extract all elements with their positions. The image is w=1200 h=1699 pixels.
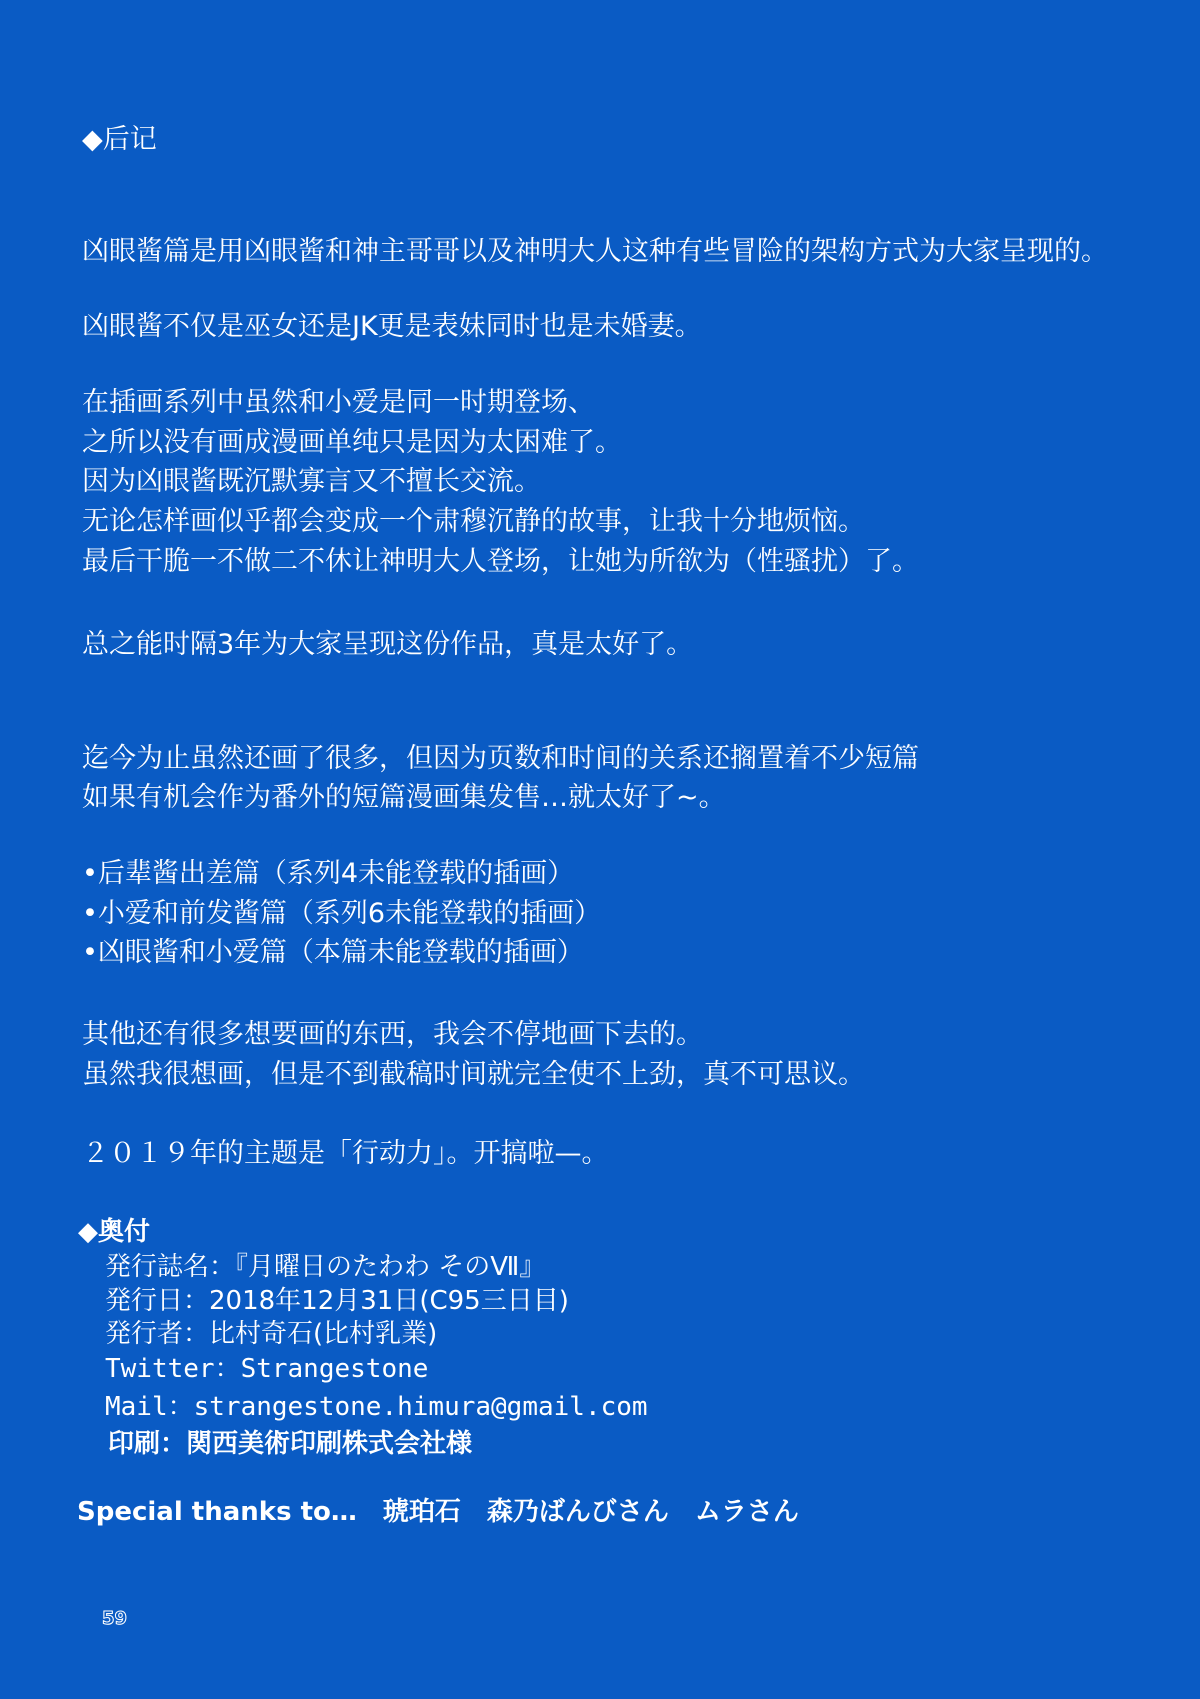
- afterword-line: 最后干脆一不做二不休让神明大人登场，让她为所欲为（性骚扰）了。: [82, 546, 919, 577]
- afterword-line: 凶眼酱篇是用凶眼酱和神主哥哥以及神明大人这种有些冒险的架构方式为大家呈现的。: [82, 236, 1108, 267]
- afterword-line: ２０１９年的主题是「行动力」。开搞啦—。: [82, 1138, 609, 1169]
- special-thanks: Special thanks to… 琥珀石 森乃ばんびさん ムラさん: [77, 1497, 799, 1527]
- list-item: •凶眼酱和小爱篇（本篇未能登载的插画）: [82, 937, 584, 968]
- list-item: •后辈酱出差篇（系列4未能登载的插画）: [82, 858, 575, 889]
- page-number: 59: [102, 1608, 128, 1629]
- afterword-line: 其他还有很多想要画的东西，我会不停地画下去的。: [82, 1019, 703, 1050]
- colophon-heading: ◆奥付: [78, 1217, 150, 1247]
- afterword-line: 虽然我很想画，但是不到截稿时间就完全使不上劲，真不可思议。: [82, 1059, 865, 1090]
- afterword-line: 在插画系列中虽然和小爱是同一时期登场、: [82, 387, 595, 418]
- afterword-heading: ◆后记: [82, 124, 157, 155]
- afterword-line: 之所以没有画成漫画单纯只是因为太困难了。: [82, 427, 622, 458]
- afterword-line: 迄今为止虽然还画了很多，但因为页数和时间的关系还搁置着不少短篇: [82, 743, 919, 774]
- colophon-date: 発行日：2018年12月31日(C95三日目): [105, 1286, 569, 1316]
- afterword-line: 因为凶眼酱既沉默寡言又不擅长交流。: [82, 466, 541, 497]
- colophon-mail: Mail：strangestone.himura@gmail.com: [105, 1392, 648, 1422]
- colophon-printer: 印刷：関西美術印刷株式会社様: [108, 1429, 473, 1459]
- afterword-line: 凶眼酱不仅是巫女还是JK更是表妹同时也是未婚妻。: [82, 311, 702, 342]
- afterword-line: 总之能时隔3年为大家呈现这份作品，真是太好了。: [82, 629, 694, 660]
- afterword-line: 无论怎样画似乎都会变成一个肃穆沉静的故事，让我十分地烦恼。: [82, 506, 865, 537]
- colophon-title: 発行誌名：『月曜日のたわわ そのⅦ』: [105, 1252, 546, 1282]
- list-item: •小爱和前发酱篇（系列6未能登载的插画）: [82, 898, 602, 929]
- colophon-twitter: Twitter：Strangestone: [105, 1354, 429, 1384]
- colophon-publisher: 発行者：比村奇石(比村乳業): [105, 1319, 438, 1349]
- afterword-line: 如果有机会作为番外的短篇漫画集发售…就太好了~。: [82, 782, 726, 813]
